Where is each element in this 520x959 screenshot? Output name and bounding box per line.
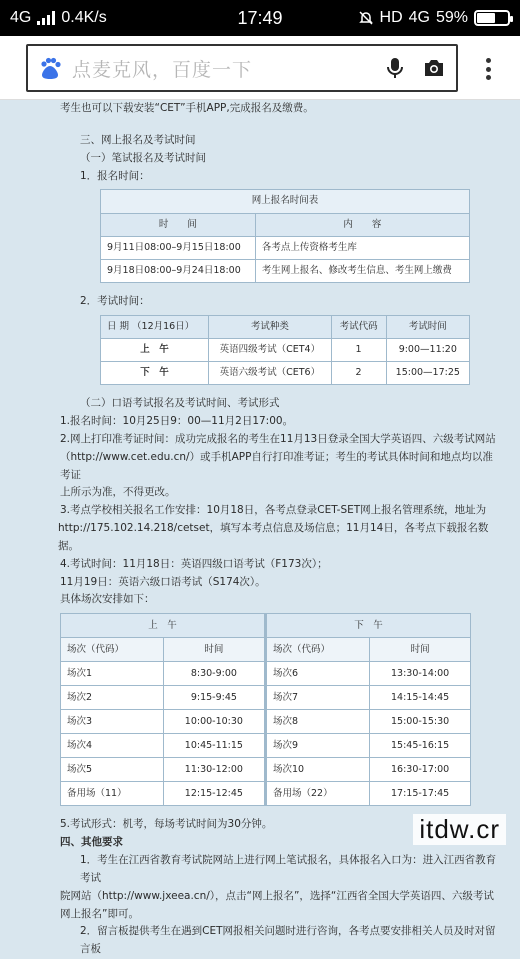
table-header: 场次（代码） <box>265 638 369 662</box>
oral-item-4-cont: 11月19日：英语六级口语考试（S174次）。 <box>60 575 266 588</box>
table-header: 考试时间 <box>386 315 469 338</box>
table-cell: 下 午 <box>101 362 209 385</box>
menu-icon[interactable] <box>484 58 492 80</box>
oral-item-2-cont: 上所示为准，不得更改。 <box>60 486 176 499</box>
table-row <box>61 782 471 806</box>
table-header: 场次（代码） <box>61 638 164 662</box>
table-header: 考试代码 <box>331 315 386 338</box>
table-cell: 场次10 <box>265 758 369 782</box>
table-row <box>61 710 471 734</box>
app-note: 考生也可以下载安装“CET”手机APP,完成报名及缴费。 <box>60 102 314 114</box>
table-cell: 场次3 <box>61 710 164 734</box>
table-row <box>61 662 471 686</box>
table-cell: 15:00—17:25 <box>386 362 469 385</box>
watermark: itdw.cr <box>413 814 506 845</box>
table-cell: 场次1 <box>61 662 164 686</box>
table-cell: 8:30-9:00 <box>163 662 265 686</box>
network-type: 4G <box>10 9 32 26</box>
table-cell: 10:45-11:15 <box>163 734 265 758</box>
table-cell: 场次7 <box>265 686 369 710</box>
table-cell: 场次4 <box>61 734 164 758</box>
section-4-heading: 四、其他要求 <box>60 836 123 849</box>
table-cell: 9月18日08:00–9月24日18:00 <box>101 259 256 282</box>
table-cell: 11:30-12:00 <box>163 758 265 782</box>
table-cell: 12:15-12:45 <box>163 782 265 806</box>
section-3-heading: 三、网上报名及考试时间 <box>80 133 196 146</box>
oral-item-4-cont: 具体场次安排如下： <box>60 593 155 606</box>
baidu-logo <box>38 56 62 80</box>
microphone-icon[interactable] <box>384 56 406 80</box>
oral-item-3: 3.考点学校相关报名工作安排：10月18日，各考点登录CET-SET网上报名管理系统，地址为 <box>60 504 487 517</box>
table-group-header: 下 午 <box>265 614 470 638</box>
mute-icon <box>358 10 374 26</box>
table-header: 考试种类 <box>209 315 331 338</box>
oral-item-2-cont: （http://www.cet.edu.cn/）或手机APP自行打印准考证；考生的考试具体时间和地点均以准考证 <box>60 450 493 481</box>
table-cell: 备用场（22） <box>265 782 369 806</box>
table-cell: 10:00-10:30 <box>163 710 265 734</box>
oral-item-3-cont: http://175.102.14.218/cetset，填写本考点信息及场信息；11月14日，各考点下载报名数据。 <box>58 522 489 552</box>
table-cell: 各考点上传资格考生库 <box>255 236 469 259</box>
table-row <box>101 338 470 361</box>
table-cell: 14:15-14:45 <box>370 686 471 710</box>
table-row <box>101 362 470 385</box>
subsection-written: （一）笔试报名及考试时间 <box>80 151 206 164</box>
signal-icon <box>37 11 55 25</box>
table-cell: 15:00-15:30 <box>370 710 471 734</box>
subsection-oral: （二）口语考试报名及考试时间、考试形式 <box>80 397 280 410</box>
table-header: 时 间 <box>101 213 256 236</box>
table-cell: 场次8 <box>265 710 369 734</box>
search-box[interactable] <box>26 44 458 92</box>
table-row <box>61 758 471 782</box>
net-speed: 0.4K/s <box>61 9 107 26</box>
table-cell: 场次2 <box>61 686 164 710</box>
table-header: 内 容 <box>255 213 469 236</box>
oral-item-4: 4.考试时间：11月18日：英语四级口语考试（F173次）； <box>60 557 328 570</box>
table-cell: 15:45-16:15 <box>370 734 471 758</box>
table-cell: 13:30-14:00 <box>370 662 471 686</box>
table-cell: 场次6 <box>265 662 369 686</box>
table-cell: 考生网上报名、修改考生信息、考生网上缴费 <box>255 259 469 282</box>
table-cell: 9:00—11:20 <box>386 338 469 361</box>
table-cell: 9:15-9:45 <box>163 686 265 710</box>
item-exam-time: 2．考试时间： <box>80 294 150 307</box>
clock: 17:49 <box>237 7 283 28</box>
table-row <box>61 686 471 710</box>
table-header: 时间 <box>163 638 265 662</box>
status-bar <box>0 0 520 36</box>
table-cell: 9月11日08:00–9月15日18:00 <box>101 236 256 259</box>
table-header: 日 期 （12月16日） <box>101 315 209 338</box>
table-cell: 17:15-17:45 <box>370 782 471 806</box>
table-row <box>101 259 470 282</box>
table-cell: 场次9 <box>265 734 369 758</box>
table-cell: 场次5 <box>61 758 164 782</box>
table-header: 时间 <box>370 638 471 662</box>
network-type-2: 4G <box>408 9 430 26</box>
exam-time-table <box>100 315 470 385</box>
oral-session-table <box>60 613 471 806</box>
other-item-2: 2．留言板提供考生在遇到CET网报相关问题时进行咨询，各考点要安排相关人员及时对留言板 <box>80 925 496 956</box>
table-cell: 2 <box>331 362 386 385</box>
battery-percent: 59% <box>435 9 468 26</box>
battery-icon <box>474 10 510 26</box>
browser-toolbar <box>0 36 520 100</box>
table-caption: 网上报名时间表 <box>101 190 470 213</box>
oral-item-1: 1.报名时间：10月25日9：00—11月2日17:00。 <box>60 415 294 428</box>
table-cell: 上 午 <box>101 338 209 361</box>
table-cell: 英语四级考试（CET4） <box>209 338 331 361</box>
table-cell: 1 <box>331 338 386 361</box>
table-group-header: 上 午 <box>61 614 266 638</box>
document-body <box>0 100 520 956</box>
other-item-1-cont: 院网站（http://www.jxeea.cn/），点击“网上报名”，选择“江西省全国大学英语四、六级考试 <box>60 889 494 902</box>
registration-schedule-table <box>100 189 470 283</box>
table-cell: 英语六级考试（CET6） <box>209 362 331 385</box>
other-item-1-cont: 网上报名”即可。 <box>60 907 139 920</box>
search-input[interactable]: 点麦克风，百度一下 <box>72 58 253 81</box>
oral-item-2: 2.网上打印准考证时间：成功完成报名的考生在11月13日登录全国大学英语四、六级考试网站 <box>60 432 496 445</box>
camera-icon[interactable] <box>422 56 446 80</box>
other-item-1: 1．考生在江西省教育考试院网站上进行网上笔试报名，具体报名入口为：进入江西省教育考试 <box>80 854 497 884</box>
table-cell: 16:30-17:00 <box>370 758 471 782</box>
table-cell: 备用场（11） <box>61 782 164 806</box>
table-row <box>101 236 470 259</box>
oral-item-5: 5.考试形式：机考，每场考试时间为30分钟。 <box>60 818 273 831</box>
hd-indicator: HD <box>379 9 403 26</box>
item-registration-time: 1．报名时间： <box>80 169 150 182</box>
table-row <box>61 734 471 758</box>
